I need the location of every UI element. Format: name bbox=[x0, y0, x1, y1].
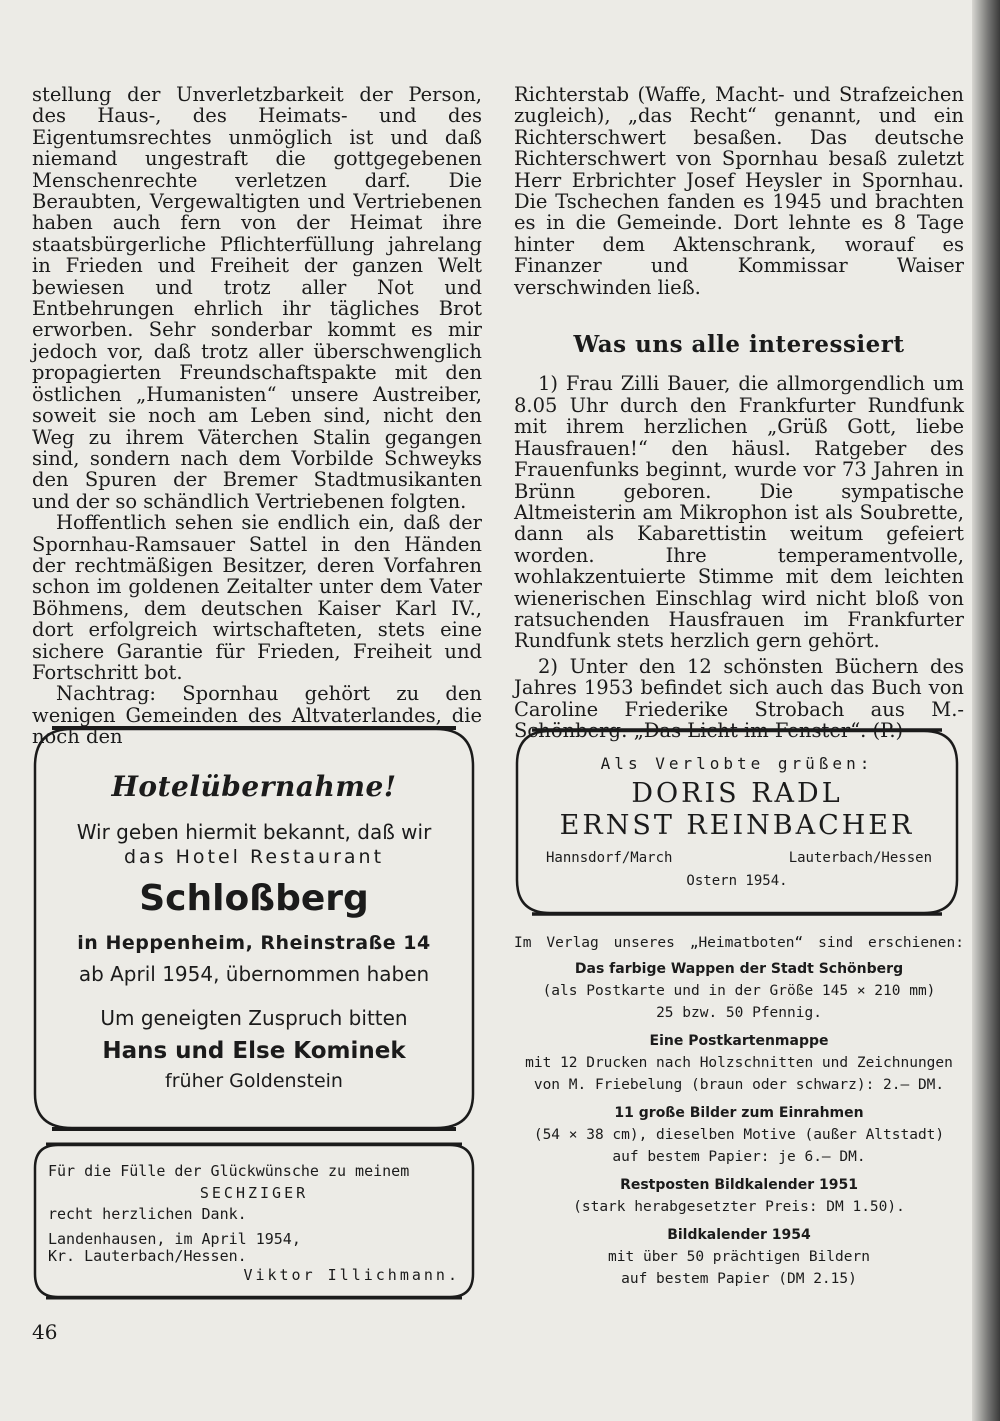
body-paragraph: stellung der Unverletzbarkeit der Person, des Haus-, des Heimats- und des Eigentumsrechtes unmöglich ist und daß niemand ungestraft die gottgegebenen Menschenrechte verletzen darf. Die Beraubten, Vergewaltigten und Vertriebenen haben auch fern von der Heimat ihre staatsbürgerliche Pflichterfüllung jahrelang in Frieden und Freiheit der ganzen Welt bewiesen und trotz aller Not und Entbehrungen ehrlich ihr tägliches Brot erworben. Sehr sonderbar kommt es mir jedoch vor, daß trotz aller überschwenglich propagierten Freundschaftspakte mit den östlichen „Humanisten“ unsere Austreiber, soweit sie noch am Leben sind, nicht den Weg zu ihrem Väterchen Stalin gegangen sind, sondern nach dem Vorbilde Schweyks den Spuren der Bremer Stadtmusikanten und der so schändlich Vertriebenen folgten. bbox=[32, 83, 482, 513]
engagement-announcement bbox=[514, 728, 960, 916]
thanks-line: Für die Fülle der Glückwünsche zu meinem bbox=[48, 1162, 410, 1180]
page-edge-shadow bbox=[972, 0, 1000, 1421]
product-title: 11 große Bilder zum Einrahmen bbox=[614, 1105, 864, 1121]
product-description: (stark herabgesetzter Preis: DM 1.50). bbox=[573, 1199, 905, 1215]
publisher-listing bbox=[514, 932, 964, 1290]
hotel-advertisement bbox=[32, 726, 476, 1131]
thanks-line: recht herzlichen Dank. bbox=[48, 1205, 247, 1223]
product-description: von M. Friebelung (braun oder schwarz): 2.— DM. bbox=[533, 1077, 945, 1093]
engagement-place: Hannsdorf/March bbox=[546, 850, 673, 866]
product-description: mit über 50 prächtigen Bildern bbox=[608, 1249, 870, 1265]
page-number: 46 bbox=[32, 1320, 58, 1344]
right-column bbox=[514, 84, 964, 741]
thanks-signature: Viktor Illichmann. bbox=[243, 1266, 460, 1284]
product-title: Bildkalender 1954 bbox=[667, 1227, 811, 1243]
body-paragraph: Nachtrag: Spornhau gehört zu den wenigen Gemeinden des Altvaterlandes, die noch den bbox=[32, 682, 482, 749]
hotel-ad-title: Hotelübernahme! bbox=[111, 770, 397, 803]
body-paragraph: Richterstab (Waffe, Macht- und Strafzeichen zugleich), „das Recht“ genannt, und ein Richterschwert besaßen. Das deutsche Richterschwert von Spornhau besaß zuletzt Herr Erbrichter Josef Heysler in Spornhau. Die Tschechen fanden es 1945 und brachten es in die Gemeinde. Dort lehnte es 8 Tage hinter dem Aktenschrank, worauf es Finanzer und Kommissar Waiser verschwinden ließ. bbox=[514, 83, 964, 299]
product-description: auf bestem Papier: je 6.— DM. bbox=[612, 1149, 866, 1165]
product-title: Restposten Bildkalender 1951 bbox=[620, 1177, 858, 1193]
left-column bbox=[32, 84, 482, 748]
body-paragraph: Hoffentlich sehen sie endlich ein, daß der Spornhau-Ramsauer Sattel in den Händen der rechtmäßigen Besitzer, deren Vorfahren schon im goldenen Zeitalter unter dem Vater Böhmens, dem deutschen Kaiser Karl IV., dort erfolgreich wirtschafteten, stets eine sichere Garantie für Frieden, Freiheit und Fortschritt bot. bbox=[32, 511, 482, 684]
section-heading: Was uns alle interessiert bbox=[573, 331, 905, 359]
hotel-owners: Hans und Else Kominek bbox=[102, 1038, 406, 1064]
news-item: 1) Frau Zilli Bauer, die allmorgendlich um 8.05 Uhr durch den Frankfurter Rundfunk mit ihrem herzlichen „Grüß Gott, liebe Hausfrauen!“ den häusl. Ratgeber des Frauenfunks beginnt, wurde vor 73 Jahren in Brünn geboren. Die sympatische Altmeisterin am Mikrophon ist als Soubrette, dann als Kabarettistin weitum gefeiert worden. Ihre temperamentvolle, wohlakzentuierte Stimme mit dem leichten wienerischen Einschlag wird nicht bloß von ratsuchenden Hausfrauen im Frankfurter Rundfunk stets herzlich gern gehört. bbox=[514, 372, 964, 653]
product-description: 25 bzw. 50 Pfennig. bbox=[656, 1005, 822, 1021]
thanks-line: SECHZIGER bbox=[199, 1184, 309, 1202]
engagement-intro: Als Verlobte grüßen: bbox=[600, 754, 874, 773]
thanks-line: Kr. Lauterbach/Hessen. bbox=[48, 1247, 247, 1265]
engaged-name: DORIS RADL bbox=[631, 778, 843, 809]
hotel-ad-line: früher Goldenstein bbox=[165, 1070, 343, 1092]
product-title: Das farbige Wappen der Stadt Schönberg bbox=[574, 961, 904, 977]
product-description: mit 12 Drucken nach Holzschnitten und Zeichnungen bbox=[525, 1055, 953, 1071]
publisher-intro: Im Verlag unseres „Heimatboten“ sind erschienen: bbox=[514, 935, 964, 951]
product-description: (54 × 38 cm), dieselben Motive (außer Altstadt) bbox=[533, 1127, 945, 1143]
product-title: Eine Postkartenmappe bbox=[649, 1033, 829, 1049]
hotel-ad-line: ab April 1954, übernommen haben bbox=[78, 962, 430, 986]
hotel-name: Schloßberg bbox=[139, 878, 369, 919]
news-item: 2) Unter den 12 schönsten Büchern des Jahres 1953 befindet sich auch das Buch von Caroline Friederike Strobach aus M.-Schönberg: „Das Licht im Fenster“. (P.) bbox=[514, 654, 964, 742]
engaged-name: ERNST REINBACHER bbox=[559, 810, 915, 841]
product-description: (als Postkarte und in der Größe 145 × 210 mm) bbox=[542, 983, 936, 999]
hotel-ad-line: Wir geben hiermit bekannt, daß wir bbox=[76, 820, 432, 844]
engagement-place: Lauterbach/Hessen bbox=[788, 850, 932, 866]
engagement-date: Ostern 1954. bbox=[686, 873, 788, 889]
hotel-ad-line: Um geneigten Zuspruch bitten bbox=[100, 1006, 408, 1030]
product-description: auf bestem Papier (DM 2.15) bbox=[621, 1271, 857, 1287]
thanks-line: Landenhausen, im April 1954, bbox=[48, 1230, 301, 1248]
thanks-advertisement bbox=[32, 1142, 476, 1300]
hotel-ad-line: das Hotel Restaurant bbox=[123, 846, 385, 868]
hotel-address: in Heppenheim, Rheinstraße 14 bbox=[77, 932, 431, 954]
